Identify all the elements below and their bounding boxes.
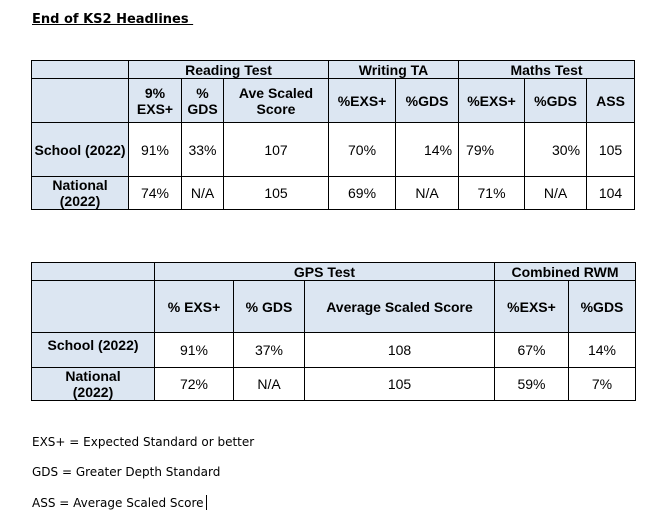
col-reading-exs: 9% EXS+ — [129, 79, 182, 123]
table-cell: 59% — [495, 368, 569, 401]
header-blank-cell — [32, 281, 155, 333]
col-gps-ass: Average Scaled Score — [305, 281, 495, 333]
table-cell: 108 — [305, 333, 495, 368]
table-row — [32, 123, 635, 177]
page-heading: End of KS2 Headlines — [32, 12, 194, 27]
header-blank-cell — [32, 61, 129, 79]
group-maths-test: Maths Test — [459, 61, 635, 79]
note-ass-text: ASS = Average Scaled Score — [32, 496, 204, 510]
table-cell: 79% — [459, 123, 525, 177]
table-cell: 33% — [182, 123, 224, 177]
row-label: National (2022) — [32, 177, 129, 210]
gps-rwm-table — [31, 262, 636, 401]
col-reading-gds: % GDS — [182, 79, 224, 123]
table-cell: 72% — [155, 368, 234, 401]
table-cell: 67% — [495, 333, 569, 368]
table-row — [32, 177, 635, 210]
table-row — [32, 333, 636, 368]
col-writing-exs: %EXS+ — [329, 79, 396, 123]
row-label: National (2022) — [32, 368, 155, 401]
table-cell: 30% — [525, 123, 587, 177]
table-row — [32, 368, 636, 401]
group-writing-ta: Writing TA — [329, 61, 459, 79]
table-cell: N/A — [396, 177, 459, 210]
group-gps-test: GPS Test — [155, 263, 495, 281]
col-gps-exs: % EXS+ — [155, 281, 234, 333]
col-maths-exs: %EXS+ — [459, 79, 525, 123]
table-cell: 37% — [234, 333, 305, 368]
table-cell: 104 — [587, 177, 635, 210]
note-gds: GDS = Greater Depth Standard — [32, 465, 221, 479]
table-cell: 105 — [305, 368, 495, 401]
table-cell: 7% — [569, 368, 636, 401]
table-cell: 74% — [129, 177, 182, 210]
text-cursor — [206, 495, 207, 510]
table-cell: 14% — [569, 333, 636, 368]
col-reading-ass: Ave Scaled Score — [224, 79, 329, 123]
group-combined-rwm: Combined RWM — [495, 263, 636, 281]
group-reading-test: Reading Test — [129, 61, 329, 79]
table-cell: 105 — [224, 177, 329, 210]
table-cell: 105 — [587, 123, 635, 177]
table-cell: N/A — [234, 368, 305, 401]
table-cell: 69% — [329, 177, 396, 210]
row-label: School (2022) — [32, 333, 155, 368]
table-cell: 14% — [396, 123, 459, 177]
table-cell: 91% — [155, 333, 234, 368]
col-maths-ass: ASS — [587, 79, 635, 123]
note-ass — [32, 495, 207, 510]
table-cell: 71% — [459, 177, 525, 210]
col-gps-gds: % GDS — [234, 281, 305, 333]
col-maths-gds: %GDS — [525, 79, 587, 123]
table-cell: N/A — [182, 177, 224, 210]
header-blank-cell — [32, 263, 155, 281]
row-label: School (2022) — [32, 123, 129, 177]
table-cell: 107 — [224, 123, 329, 177]
table-cell: N/A — [525, 177, 587, 210]
note-exs: EXS+ = Expected Standard or better — [32, 435, 255, 449]
table-cell: 70% — [329, 123, 396, 177]
table-cell: 91% — [129, 123, 182, 177]
col-rwm-gds: %GDS — [569, 281, 636, 333]
header-blank-cell — [32, 79, 129, 123]
col-rwm-exs: %EXS+ — [495, 281, 569, 333]
col-writing-gds: %GDS — [396, 79, 459, 123]
ks2-results-table — [31, 60, 635, 210]
